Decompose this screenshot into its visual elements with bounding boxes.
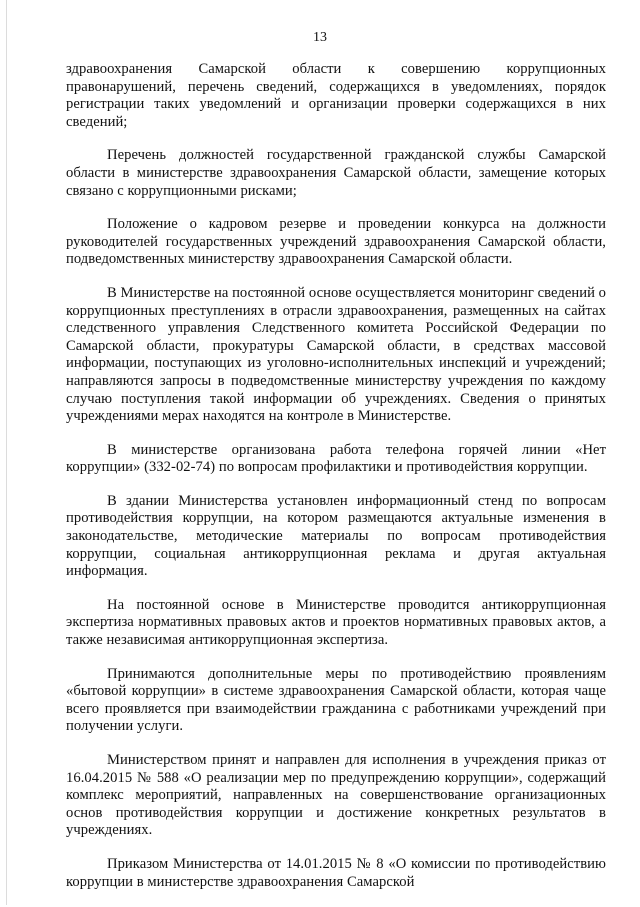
page-edge-line — [6, 0, 7, 905]
paragraph-information-stand: В здании Министерства установлен информационный стенд по вопросам противодействия коррупции, на котором размещаются актуальные изменения в законодательстве, методические материалы по вопросам противодействия коррупции, социальная антикоррупционная реклама и другая актуальная информация. — [66, 492, 606, 580]
paragraph-personnel-reserve: Положение о кадровом резерве и проведении конкурса на должности руководителей государственных учреждений здравоохранения Самарской области, подведомственных министерству здравоохранения Самарской области. — [66, 216, 606, 268]
paragraph-positions-list: Перечень должностей государственной гражданской службы Самарской области в министерстве здравоохранения Самарской области, замещение которых связано с коррупционными рисками; — [66, 147, 606, 199]
page-number: 13 — [313, 30, 327, 45]
paragraph-anticorruption-expertise: На постоянной основе в Министерстве проводится антикоррупционная экспертиза нормативных правовых актов и проектов нормативных правовых актов, а также независимая антикоррупционная экспертиза. — [66, 596, 606, 649]
document-body — [66, 61, 606, 907]
paragraph-continued-from-previous-page: здравоохранения Самарской области к совершению коррупционных правонарушений, перечень сведений, содержащихся в уведомлениях, порядок регистрации таких уведомлений и организации проверки содержащихся в них сведений; — [66, 61, 606, 130]
paragraph-hotline: В министерстве организована работа телефона горячей линии «Нет коррупции» (332-02-74) по вопросам профилактики и противодействия коррупции. — [66, 441, 606, 476]
paragraph-order-8: Приказом Министерства от 14.01.2015 № 8 «О комиссии по противодействию коррупции в министерстве здравоохранения Самарской — [66, 855, 606, 890]
paragraph-monitoring: В Министерстве на постоянной основе осуществляется мониторинг сведений о коррупционных преступлениях в отрасли здравоохранения, размещенных на сайтах следственного управления Следственного комитета Российской Федерации по Самарской области, прокуратуры Самарской области, в средствах массовой информации, поступающих из уголовно-исполнительных инспекций и учреждений; направляются запросы в подведомственные министерству учреждения по каждому случаю поступления такой информации об учреждениях. Сведения о принятых учреждениями мерах находятся на контроле в Министерстве. — [66, 284, 606, 425]
paragraph-domestic-corruption: Принимаются дополнительные меры по противодействию проявлениям «бытовой коррупции» в системе здравоохранения Самарской области, которая чаще всего проявляется при взаимодействии гражданина с работниками учреждений при получении услуги. — [66, 665, 606, 735]
paragraph-order-588: Министерством принят и направлен для исполнения в учреждения приказ от 16.04.2015 № 588 «О реализации мер по предупреждению коррупции», содержащий комплекс мероприятий, направленных на совершенствование организационных основ противодействия коррупции и достижение конкретных результатов в учреждениях. — [66, 752, 606, 839]
